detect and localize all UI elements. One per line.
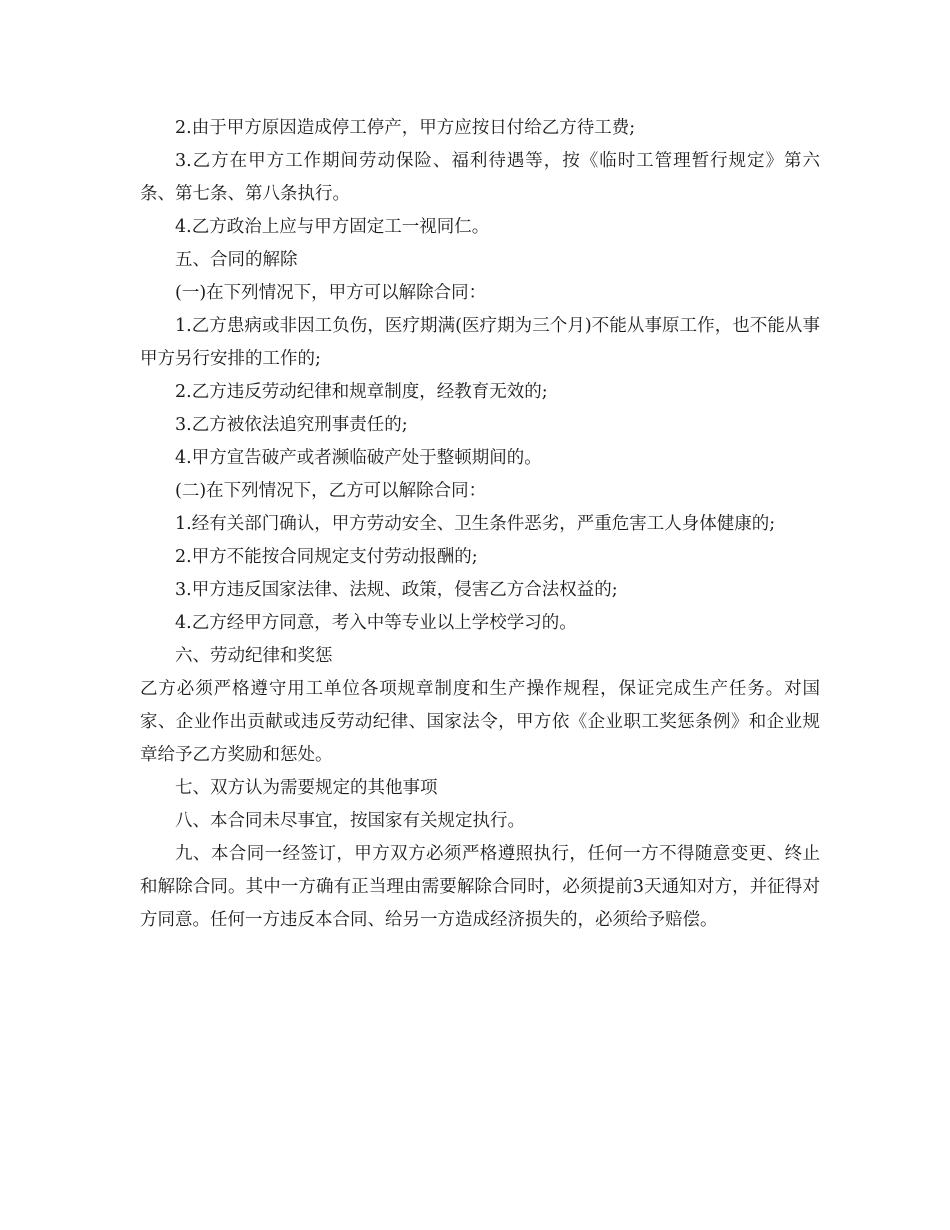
section-heading: 五、合同的解除 — [175, 250, 298, 270]
section-heading: 六、劳动纪律和奖惩 — [175, 646, 333, 666]
section-heading: 七、双方认为需要规定的其他事项 — [175, 778, 438, 798]
section-heading: 八、本合同未尽事宜，按国家有关规定执行。 — [175, 811, 525, 831]
paragraph: 4.乙方政治上应与甲方固定工一视同仁。 — [175, 217, 490, 237]
paragraph: 1.乙方患病或非因工负伤，医疗期满(医疗期为三个月)不能从事原工作，也不能从事甲方另行安排的工作的; — [140, 316, 820, 369]
paragraph: 4.甲方宣告破产或者濒临破产处于整顿期间的。 — [175, 448, 542, 468]
paragraph: 1.经有关部门确认，甲方劳动安全、卫生条件恶劣，严重危害工人身体健康的; — [175, 514, 776, 534]
subsection-heading: (一)在下列情况下，甲方可以解除合同： — [175, 283, 487, 303]
document-body — [140, 112, 820, 937]
paragraph: 2.甲方不能按合同规定支付劳动报酬的; — [175, 547, 478, 567]
paragraph: 2.由于甲方原因造成停工停产，甲方应按日付给乙方待工费; — [175, 118, 636, 138]
paragraph: 2.乙方违反劳动纪律和规章制度，经教育无效的; — [175, 382, 548, 402]
section-heading: 九、本合同一经签订，甲方双方必须严格遵照执行，任何一方不得随意变更、终止和解除合同。其中一方确有正当理由需要解除合同时，必须提前3天通知对方，并征得对方同意。任何一方违反本合同、给另一方造成经济损失的，必须给予赔偿。 — [140, 844, 820, 930]
paragraph: 乙方必须严格遵守用工单位各项规章制度和生产操作规程，保证完成生产任务。对国家、企业作出贡献或违反劳动纪律、国家法令，甲方依《企业职工奖惩条例》和企业规章给予乙方奖励和惩处。 — [140, 679, 820, 765]
paragraph: 3.甲方违反国家法律、法规、政策，侵害乙方合法权益的; — [175, 580, 618, 600]
paragraph: 4.乙方经甲方同意，考入中等专业以上学校学习的。 — [175, 613, 577, 633]
subsection-heading: (二)在下列情况下，乙方可以解除合同： — [175, 481, 487, 501]
paragraph: 3.乙方在甲方工作期间劳动保险、福利待遇等，按《临时工管理暂行规定》第六条、第七条、第八条执行。 — [140, 151, 820, 204]
paragraph: 3.乙方被依法追究刑事责任的; — [175, 415, 408, 435]
